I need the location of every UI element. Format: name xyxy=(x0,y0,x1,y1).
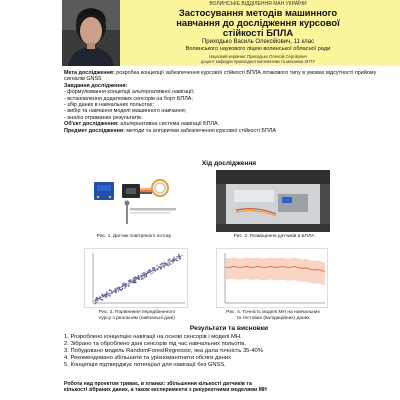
scatter-point xyxy=(160,264,161,265)
result-item: 5. Концепція підтверджує потенціал для навігації без GNSS. xyxy=(64,362,226,368)
scatter-point xyxy=(123,282,124,283)
scatter-point xyxy=(115,292,116,293)
scatter-point xyxy=(141,279,142,280)
goal-paragraph xyxy=(64,70,394,83)
author-photo xyxy=(62,0,120,66)
intro-section xyxy=(64,70,394,134)
figure-4-caption xyxy=(208,310,338,321)
scatter-point xyxy=(152,267,153,268)
scatter-point xyxy=(131,279,132,280)
scatter-point xyxy=(168,259,169,260)
scatter-point xyxy=(178,254,179,255)
scatter-point xyxy=(142,274,143,275)
scatter-point xyxy=(137,277,138,278)
scatter-point xyxy=(122,289,123,290)
scatter-point xyxy=(140,275,141,276)
results-heading: Результати та висновки xyxy=(189,325,269,332)
figure-1-caption: Рис. 1. Датчик повітряного потоку xyxy=(96,234,172,239)
scatter-point xyxy=(180,258,181,259)
scatter-point xyxy=(125,286,126,287)
scatter-point xyxy=(154,270,155,271)
future-work-note xyxy=(64,381,394,393)
scatter-point xyxy=(96,301,97,302)
title-line-3: стійкості БПЛА xyxy=(222,27,294,38)
figure-3-caption xyxy=(78,310,196,321)
scatter-point xyxy=(106,295,107,296)
scatter-point xyxy=(142,273,143,274)
scatter-point xyxy=(101,294,102,295)
scatter-point xyxy=(105,297,106,298)
title-line-1: Застосування методів машинного xyxy=(178,7,338,18)
object-text: альтернативна система навігації БПЛА. xyxy=(118,121,220,128)
scatter-point xyxy=(96,297,97,298)
scatter-point xyxy=(174,260,175,261)
figure-3-scatter-chart xyxy=(84,248,188,308)
scatter-point xyxy=(167,265,168,266)
scatter-point xyxy=(142,278,143,279)
figure-4-accuracy-chart xyxy=(216,248,328,308)
task-item: - формулювання концепції альтернативної навігації; xyxy=(64,89,195,96)
figure-2-uav-sensors xyxy=(216,170,330,232)
scatter-point xyxy=(156,265,157,266)
scatter-point xyxy=(139,279,140,280)
scatter-point xyxy=(106,291,107,292)
goal-text: розробка концепції забезпечення курсової стійкості БПЛА літакового типу в умовах відсутності прийому сигналів GNSS xyxy=(64,70,377,83)
scatter-point xyxy=(156,269,157,270)
scatter-point xyxy=(176,256,177,257)
task-item: - аналіз отриманих результатів. xyxy=(64,114,143,121)
scatter-point xyxy=(128,281,129,282)
scatter-point xyxy=(174,257,175,258)
school-name: Волинського наукового ліцею волинської обласної ради xyxy=(185,46,331,52)
scatter-point xyxy=(108,295,109,296)
scatter-point xyxy=(169,263,170,264)
task-item: - збір даних в навчальних польотах; xyxy=(64,102,154,109)
scatter-point xyxy=(163,266,164,267)
scatter-point xyxy=(118,291,119,292)
header-text xyxy=(122,1,394,64)
figure-4-caption-line-1: Рис. 4. Точність моделі МН на навчальних xyxy=(226,310,320,315)
scatter-point xyxy=(132,282,133,283)
scatter-point xyxy=(161,264,162,265)
poster-title xyxy=(122,8,394,38)
scatter-point xyxy=(95,303,96,304)
scatter-point xyxy=(143,276,144,277)
fit-line xyxy=(95,255,183,301)
scatter-point xyxy=(118,289,119,290)
scatter-point xyxy=(99,296,100,297)
scatter-point xyxy=(125,287,126,288)
goal-label: Мета дослідження: xyxy=(64,70,115,76)
result-item: 2. Зібрано та оброблено дані сенсорів під час навчальних польотів. xyxy=(64,341,246,347)
scatter-point xyxy=(115,291,116,292)
title-line-2: навчання до дослідження курсової xyxy=(176,17,340,28)
supervisor-line-2: доцент кафедри прикладної математики та механіки ЗНТУ xyxy=(200,59,316,64)
scatter-point xyxy=(111,291,112,292)
scatter-point xyxy=(135,277,136,278)
tasks-label: Завдання дослідження: xyxy=(64,82,128,89)
scatter-point xyxy=(101,299,102,300)
scatter-point xyxy=(128,284,129,285)
figure-1-sensor xyxy=(86,172,182,230)
scatter-point xyxy=(146,275,147,276)
tasks-block xyxy=(64,83,394,121)
future-work-line-1: Робота над проектом триває, в планах: збільшення кількості датчиків та xyxy=(64,381,252,387)
scatter-point xyxy=(172,262,173,263)
scatter-point xyxy=(160,268,161,269)
supervisor-line-1: Науковий керівник: Приходько Олексій Сергійович xyxy=(208,54,308,59)
scatter-point xyxy=(150,273,151,274)
scatter-point xyxy=(166,265,167,266)
scatter-point xyxy=(143,272,144,273)
author-name: Приходько Василь Олексійович, 11 клас xyxy=(201,39,315,45)
scatter-point xyxy=(163,263,164,264)
result-item: 1. Розроблено концепцію навігації на основі сенсорів і моделі МН. xyxy=(64,334,242,340)
scatter-point xyxy=(125,283,126,284)
scatter-point xyxy=(114,288,115,289)
future-work-line-2: кількості зібраних даних, а також експерименти з рекурентними моделями МН xyxy=(64,387,267,394)
accuracy-plot xyxy=(217,249,329,309)
confidence-band xyxy=(225,258,325,286)
scatter-point xyxy=(100,299,101,300)
figure-2-caption: Рис. 2. Розміщення датчиків в БПЛА xyxy=(233,234,315,239)
subject-label: Предмет дослідження: xyxy=(64,127,125,134)
scatter-point xyxy=(135,281,136,282)
scatter-point xyxy=(152,272,153,273)
scatter-point xyxy=(112,292,113,293)
scatter-point xyxy=(138,275,139,276)
scatter-point xyxy=(144,273,145,274)
scatter-point xyxy=(154,268,155,269)
scatter-point xyxy=(147,271,148,272)
progress-heading: Хід дослідження xyxy=(201,160,257,167)
task-item: - вибір та навчання моделі машинного навчання; xyxy=(64,108,187,115)
department-label: ВОЛИНСЬКЕ ВІДДІЛЕННЯ МАН УКРАЇНИ xyxy=(209,1,307,7)
figure-4-caption-line-2: та тестових (валідаційних) даних xyxy=(236,315,310,321)
scatter-point xyxy=(109,290,110,291)
task-item: - встановлення додаткових сенсорів на борт БПЛА; xyxy=(64,95,193,102)
scatter-point xyxy=(120,290,121,291)
scatter-point xyxy=(109,294,110,295)
result-item: 3. Побудовано модель RandomForestRegressor, яка дала точність 35-40% xyxy=(64,348,263,354)
subject-text: методи та алгоритми забезпечення курсової стійкості БПЛА xyxy=(124,127,276,134)
figure-3-caption-line-2: курсу з реальним (навчальні дані) xyxy=(99,315,175,321)
subject-paragraph xyxy=(64,128,394,134)
object-label: Об'єкт дослідження: xyxy=(64,121,119,128)
scatter-point xyxy=(133,278,134,279)
scatter-point xyxy=(135,276,136,277)
results-list xyxy=(64,334,394,369)
figure-3-caption-line-1: Рис. 3. Порівняння передбаченого xyxy=(98,310,176,315)
scatter-point xyxy=(178,255,179,256)
scatter-plot xyxy=(85,249,189,309)
result-item: 4. Рекомендовано збільшити та урізноманітнити обсяги даних xyxy=(64,355,231,361)
scatter-point xyxy=(148,270,149,271)
